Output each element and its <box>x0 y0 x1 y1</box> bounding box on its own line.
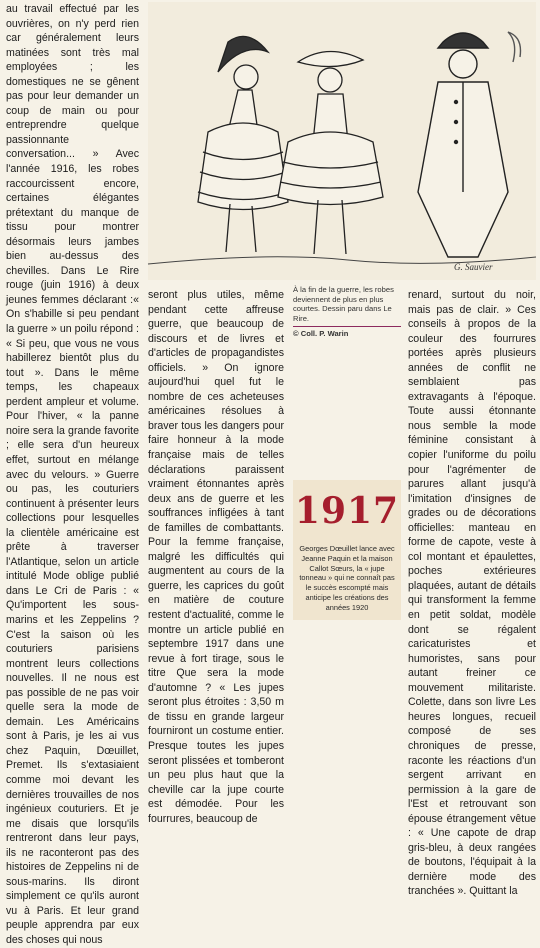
column-2-text: seront plus utiles, même pendant cette affreuse guerre, que beaucoup de discours et de livres et d'articles de propagandistes officiels. » On ignore aujourd'hui quel fut le nombre de ces acheteuses américaines résolues à braver tous les dangers pour faire honneur à la mode française mais de telles déclarations paraissent vraiment étonnantes après deux ans de guerre et les souffrances infligées à tant de familles de combattants. Pour la femme française, malgré les difficultés qui augmentent au cours de la guerre, les caprices du goût en matière de couture restent d'actualité, comme le montre un article publié en septembre 1917 dans une revue à fort tirage, sous le titre Que sera la mode d'automne ? « Les jupes seront plus étroites : 3,50 m de tissu en grande largeur fourniront un costume entier. Presque toutes les jupes seront plissées et tomberont un peu plus haut que la cheville car la jupe courte est démodée. Pour les fourrures, beaucoup de <box>148 289 284 825</box>
sidebar-year: 1917 <box>294 490 400 532</box>
column-3-text: renard, surtout du noir, mais pas de clair. » Ces conseils à propos de la couleur des fourrures portées après plusieurs années de conflit ne semblaient pas extravagants à l'époque. Toute aussi étonnante nous semble la mode féminine consistant à copier l'uniforme du poilu pour l'agrémenter de parures allant jusqu'à l'imitation d'insignes de grades ou de décorations officielles: manteau en forme de capote, veste à col montant et épaulettes, poches extérieures plaquées, autant de détails qui transforment la femme en petit soldat, modèle dont se régalent caricaturistes et humoristes, sans pour autant freiner ce mouvement militariste. Colette, dans son livre Les heures longues, recueil composé de ses chroniques de presse, raconte les réactions d'un sergent arrivant en permission à la gare de l'Est et retrouvant son épouse étrangement vêtue : « Une capote de drap gris-bleu, à deux rangées de boutons, l'équipait à la dernière mode des tranchées ». Quittant la <box>408 289 536 898</box>
article-column-3 <box>408 288 536 898</box>
column-1-text: au travail effectué par les ouvrières, on n'y perd rien car généralement leurs matinées sont très mal employées ; les domestiques ne se gênent pas pour leur demander un coup de main ou pour entreprendre quelque passionnante conversation... » Avec l'année 1916, les robes raccourcissent encore, certaines élégantes prétextant du manque de tissu pour montrer désormais leurs jambes bien au-dessus des chevilles. Dans Le Rire rouge (juin 1916) à deux jeunes femmes déclarant :« On s'habille si peu pendant la guerre » un poilu répond : « Si peu, que vous ne vous habillerez bientôt plus du tout ». Dans le même temps, les chapeaux perdent ampleur et volume. Pour l'hiver, « la panne noire sera la grande favorite ; elle sera d'un heureux effet, surtout en mélange avec du velours. » Guerre ou pas, les couturiers continuent à présenter leurs collections pour lesquelles la clientèle américaine est prête à traverser l'Atlantique, selon un article intitulé Mode oblige publié dans Le Cri de Paris : « Qu'importent les sous-marins et les Zeppelins ? C'est la saison où les couturiers parisiens montrent leurs collections nouvelles. Il ne nous est pas possible de ne pas voir quelle sera la mode de demain. Les Américains sont à Paris, je les ai vus chez Paquin, Dœuillet, Premet. Ils s'extasiaient comme moi devant les dernières trouvailles de nos ingénieux couturiers. Et je me disais que lorsqu'ils rentreront dans leur pays, ils ne raconteront pas des histoires de Zeppelins ni de sous-marins. Ils diront simplement ce qu'ils auront vu à Paris. Et leur grand peuple apprendra par eux des choses qui nous <box>6 3 139 946</box>
illustration-signature: G. Sauvier <box>454 262 493 272</box>
year-sidebar <box>293 480 401 620</box>
illustration-caption <box>293 285 401 339</box>
caption-text: À la fin de la guerre, les robes deviennent de plus en plus courtes. Dessin paru dans Le Rire. <box>293 285 394 323</box>
sidebar-text: Georges Dœuillet lance avec Jeanne Paquin et la maison Callot Sœurs, la « jupe tonneau » qui ne connaît pas le succès escompté mais anticipe les créations des années 1920 <box>299 544 395 612</box>
illustration-drawing <box>148 2 536 280</box>
article-column-1 <box>6 2 139 946</box>
article-column-2 <box>148 288 284 825</box>
fashion-illustration <box>148 2 536 280</box>
caption-credit: © Coll. P. Warin <box>293 326 401 339</box>
